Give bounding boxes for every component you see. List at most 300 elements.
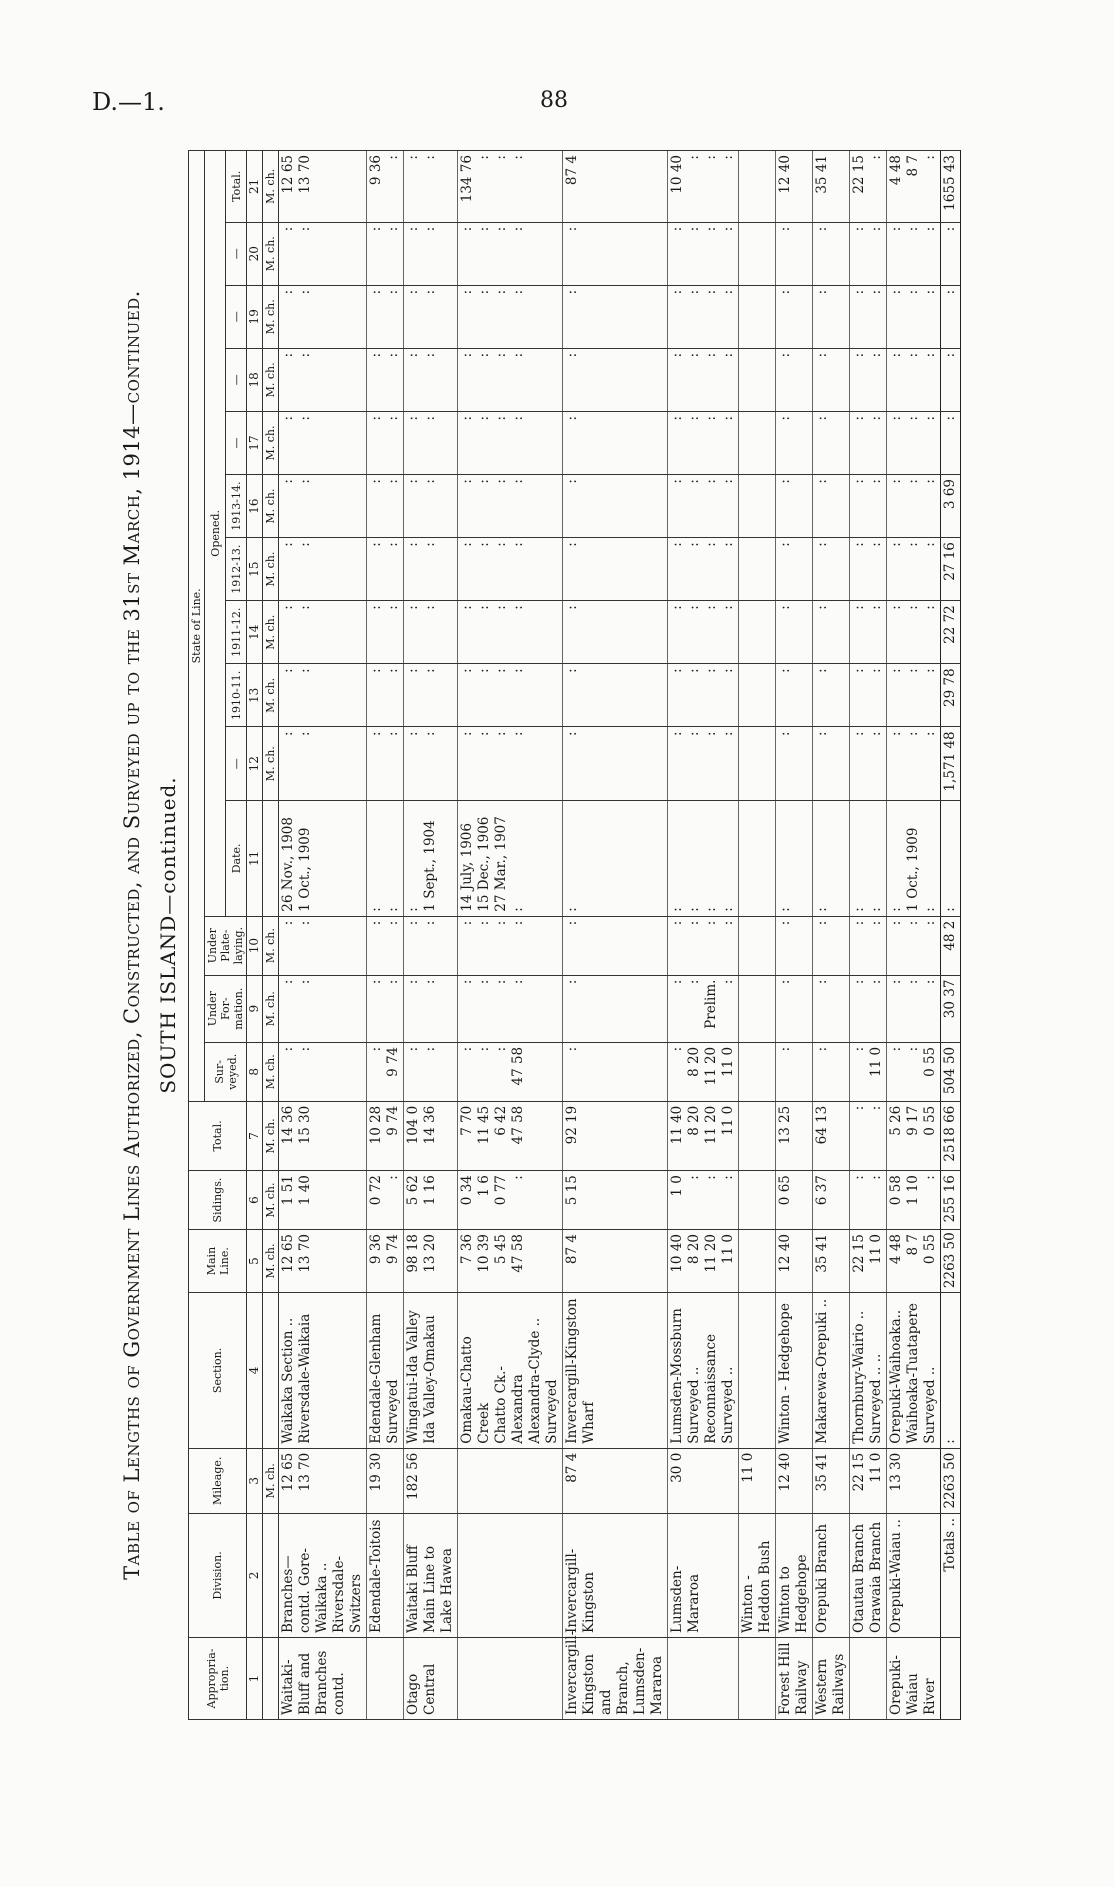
totals-row (941, 151, 961, 1720)
totals-section-cell: : (941, 1293, 961, 1449)
y17-cell: : : (850, 411, 887, 474)
table-row (887, 151, 941, 1720)
division-cell: Orepuki-Waiau .. (887, 1513, 941, 1637)
under-formation-cell: : : Prelim. : (668, 975, 739, 1042)
mileage-cell: 22 15 11 0 (850, 1448, 887, 1513)
y16-cell: : : : (887, 475, 941, 538)
unit-cell (263, 1637, 279, 1719)
sidings-cell: 0 65 (776, 1171, 813, 1230)
header-under-formation: Under For-mation. (205, 975, 247, 1042)
main-line-cell: 4 48 8 7 0 55 (887, 1230, 941, 1293)
under-formation-cell: : (813, 975, 850, 1042)
surveyed-cell (739, 1042, 776, 1101)
column-number: 3 (247, 1448, 263, 1513)
sidings-cell (739, 1171, 776, 1230)
unit-cell: M. ch. (263, 664, 279, 727)
y13-cell: : : : : (668, 664, 739, 727)
totals-main-line-cell: 2263 50 (941, 1230, 961, 1293)
table-subtitle: SOUTH ISLAND—continued. (156, 776, 180, 1094)
y15-cell: : : : : (458, 538, 563, 601)
under-formation-cell: : (563, 975, 668, 1042)
unit-cell: M. ch. (263, 1448, 279, 1513)
division-cell: Lumsden-Mararoa (668, 1513, 739, 1637)
under-platelaying-cell: : : (404, 916, 458, 975)
division-cell: Waitaki Bluff Main Line to Lake Hawea (404, 1513, 458, 1637)
under-platelaying-cell: : : (279, 916, 367, 975)
unit-cell (263, 1513, 279, 1637)
table-row (813, 151, 850, 1720)
y14-cell: : : (404, 601, 458, 664)
y19-cell: : (563, 285, 668, 348)
unit-cell: M. ch. (263, 538, 279, 601)
column-number: 1 (247, 1637, 263, 1719)
y13-cell: : (563, 664, 668, 727)
appropriation-cell: Otago Central (404, 1637, 458, 1719)
surveyed-cell: : 8 20 11 20 11 0 (668, 1042, 739, 1101)
header-year: — (226, 285, 247, 348)
totals-y17-cell: : (941, 411, 961, 474)
surveyed-cell: : (563, 1042, 668, 1101)
surveyed-cell: : (776, 1042, 813, 1101)
header-open-total: Total. (226, 151, 247, 223)
y14-cell: : : (279, 601, 367, 664)
y12-cell (739, 727, 776, 801)
date-cell: : : (367, 801, 404, 917)
y12-cell: : : : (887, 727, 941, 801)
y19-cell (739, 285, 776, 348)
y13-cell: : : (279, 664, 367, 727)
y17-cell: : : (404, 411, 458, 474)
column-number: 5 (247, 1230, 263, 1293)
date-cell: : : : : (668, 801, 739, 917)
y12-cell: : : (850, 727, 887, 801)
y20-cell: : : (367, 222, 404, 285)
header-opened: Opened. (205, 151, 226, 917)
totals-y13-cell: 29 78 (941, 664, 961, 727)
total-cell: 11 40 8 20 11 20 11 0 (668, 1101, 739, 1170)
totals-y15-cell: 27 16 (941, 538, 961, 601)
column-number: 16 (247, 475, 263, 538)
totals-y18-cell: : (941, 348, 961, 411)
date-cell: : : (850, 801, 887, 917)
section-cell: Wingatui-Ida Valley Ida Valley-Omakau (404, 1293, 458, 1449)
table-row (850, 151, 887, 1720)
y15-cell: : (813, 538, 850, 601)
y19-cell: : : : : (458, 285, 563, 348)
y15-cell: : (563, 538, 668, 601)
y12-cell: : (813, 727, 850, 801)
sidings-cell: : : (850, 1171, 887, 1230)
y19-cell: : : (850, 285, 887, 348)
totals-date-cell: : (941, 801, 961, 917)
section-cell: Edendale-Glenham Surveyed (367, 1293, 404, 1449)
under-platelaying-cell: : : : : (458, 916, 563, 975)
sidings-cell: 0 34 1 6 0 77 : (458, 1171, 563, 1230)
open-total-cell: 87 4 (563, 151, 668, 223)
main-line-cell: 87 4 (563, 1230, 668, 1293)
header-section: Section. (189, 1293, 247, 1449)
appropriation-cell (739, 1637, 776, 1719)
date-cell: : (813, 801, 850, 917)
under-platelaying-cell: : : (367, 916, 404, 975)
y20-cell: : : : : (458, 222, 563, 285)
open-total-cell: : : (404, 151, 458, 223)
y15-cell: : : : : (668, 538, 739, 601)
date-cell: : 1 Oct., 1909 : (887, 801, 941, 917)
y13-cell: : : : (887, 664, 941, 727)
open-total-cell: 9 36 : (367, 151, 404, 223)
unit-cell: M. ch. (263, 916, 279, 975)
header-total: Total. (189, 1101, 247, 1170)
y13-cell: : : (850, 664, 887, 727)
y16-cell: : : : : (668, 475, 739, 538)
total-cell: 92 19 (563, 1101, 668, 1170)
table-row (668, 151, 739, 1720)
under-platelaying-cell: : : : (887, 916, 941, 975)
under-formation-cell: : : : : (458, 975, 563, 1042)
y18-cell: : : (279, 348, 367, 411)
y16-cell: : : : : (458, 475, 563, 538)
under-platelaying-cell: : (776, 916, 813, 975)
surveyed-cell: : : : 47 58 (458, 1042, 563, 1101)
under-formation-cell: : (776, 975, 813, 1042)
division-cell: Edendale-Toitois (367, 1513, 404, 1637)
y12-cell: : : (367, 727, 404, 801)
open-total-cell: 10 40 : : : (668, 151, 739, 223)
header-division: Division. (189, 1513, 247, 1637)
open-total-cell (739, 151, 776, 223)
y18-cell: : (776, 348, 813, 411)
y15-cell: : : (367, 538, 404, 601)
y20-cell: : : (850, 222, 887, 285)
y13-cell: : (813, 664, 850, 727)
table-title: Table of Lengths of Government Lines Authorized, Constructed, and Surveyed up to the 31st March, 1914—continued. (120, 290, 144, 1580)
header-year: — (226, 411, 247, 474)
total-cell: : : (850, 1101, 887, 1170)
mileage-cell: 11 0 (739, 1448, 776, 1513)
y17-cell: : (776, 411, 813, 474)
main-line-cell: 98 18 13 20 (404, 1230, 458, 1293)
totals-y14-cell: 22 72 (941, 601, 961, 664)
header-year: 1912-13. (226, 538, 247, 601)
mileage-cell: 30 0 (668, 1448, 739, 1513)
division-cell: Invercargill-Kingston (563, 1513, 668, 1637)
totals-open-total-cell: 1655 43 (941, 151, 961, 223)
division-cell (458, 1513, 563, 1637)
y16-cell (739, 475, 776, 538)
y19-cell: : : : (887, 285, 941, 348)
document-reference: D.—1. (92, 88, 165, 116)
y13-cell (739, 664, 776, 727)
main-line-cell: 9 36 9 74 (367, 1230, 404, 1293)
appropriation-cell: Invercargill-Kingston and Branch, Lumsden-Mararoa (563, 1637, 668, 1719)
column-number: 10 (247, 916, 263, 975)
date-cell: : (563, 801, 668, 917)
y15-cell (739, 538, 776, 601)
sidings-cell: 6 37 (813, 1171, 850, 1230)
under-platelaying-cell: : : (850, 916, 887, 975)
header-year: 1910-11. (226, 664, 247, 727)
surveyed-cell: : 9 74 (367, 1042, 404, 1101)
column-number: 18 (247, 348, 263, 411)
header-year: — (226, 222, 247, 285)
y12-cell: : : : : (458, 727, 563, 801)
y12-cell: : : (404, 727, 458, 801)
y18-cell: : (813, 348, 850, 411)
y18-cell: : : (850, 348, 887, 411)
y17-cell: : : : : (668, 411, 739, 474)
mileage-cell: 87 4 (563, 1448, 668, 1513)
column-number: 8 (247, 1042, 263, 1101)
y18-cell: : : (367, 348, 404, 411)
column-number: 7 (247, 1101, 263, 1170)
y18-cell: : (563, 348, 668, 411)
y19-cell: : (776, 285, 813, 348)
open-total-cell: 4 48 8 7 : (887, 151, 941, 223)
column-number: 12 (247, 727, 263, 801)
section-cell: Invercargill-Kingston Wharf (563, 1293, 668, 1449)
unit-cell: M. ch. (263, 1171, 279, 1230)
section-cell: Omakau-Chatto Creek Chatto Ck.-Alexandra Alexandra-Clyde .. Surveyed (458, 1293, 563, 1449)
y13-cell: : : (367, 664, 404, 727)
y20-cell: : (563, 222, 668, 285)
y12-cell: : (776, 727, 813, 801)
section-cell: Lumsden-Mossburn Surveyed .. Reconnaissance Surveyed .. (668, 1293, 739, 1449)
open-total-cell: 12 65 13 70 (279, 151, 367, 223)
under-formation-cell: : : : (887, 975, 941, 1042)
table-row (367, 151, 404, 1720)
table-body (279, 151, 961, 1720)
totals-under-platelaying-cell: 48 2 (941, 916, 961, 975)
y19-cell: : : (404, 285, 458, 348)
totals-surveyed-cell: 504 50 (941, 1042, 961, 1101)
column-number: 14 (247, 601, 263, 664)
section-cell: Winton - Hedgehope (776, 1293, 813, 1449)
sidings-cell: 5 15 (563, 1171, 668, 1230)
header-surveyed: Sur-veyed. (205, 1042, 247, 1101)
section-cell: Waikaka Section .. Riversdale-Waikaia (279, 1293, 367, 1449)
under-platelaying-cell: : (813, 916, 850, 975)
under-formation-cell: : : (404, 975, 458, 1042)
y18-cell: : : : (887, 348, 941, 411)
header-main-line: Main Line. (189, 1230, 247, 1293)
totals-spacer-cell (941, 1637, 961, 1719)
y14-cell (739, 601, 776, 664)
totals-y19-cell: : (941, 285, 961, 348)
mileage-cell: 19 30 (367, 1448, 404, 1513)
totals-y12-cell: 1,571 48 (941, 727, 961, 801)
division-cell: Otautau Branch Orawaia Branch (850, 1513, 887, 1637)
y12-cell: : : : : (668, 727, 739, 801)
total-cell: 7 70 11 45 6 42 47 58 (458, 1101, 563, 1170)
appropriation-cell (850, 1637, 887, 1719)
y17-cell: : (813, 411, 850, 474)
date-cell: : (776, 801, 813, 917)
unit-cell (263, 801, 279, 917)
division-cell: Orepuki Branch (813, 1513, 850, 1637)
y20-cell (739, 222, 776, 285)
header-under-platelaying: Under Plate-laying. (205, 916, 247, 975)
sidings-cell: 0 58 1 10 : (887, 1171, 941, 1230)
unit-cell: M. ch. (263, 348, 279, 411)
open-total-cell: 35 41 (813, 151, 850, 223)
unit-cell: M. ch. (263, 475, 279, 538)
y17-cell: : : : : (458, 411, 563, 474)
under-formation-cell: : : (367, 975, 404, 1042)
column-number: 6 (247, 1171, 263, 1230)
column-number: 4 (247, 1293, 263, 1449)
y16-cell: : (813, 475, 850, 538)
y12-cell: : : (279, 727, 367, 801)
under-platelaying-cell: : : : : (668, 916, 739, 975)
unit-cell: M. ch. (263, 975, 279, 1042)
y19-cell: : : (367, 285, 404, 348)
division-cell: Branches—contd. Gore-Waikaka .. Riversdale-Switzers (279, 1513, 367, 1637)
y16-cell: : : (850, 475, 887, 538)
y18-cell: : : : : (668, 348, 739, 411)
section-cell: Orepuki-Waihoaka.. Waihoaka-Tuatapere Surveyed .. (887, 1293, 941, 1449)
mileage-cell: 12 65 13 70 (279, 1448, 367, 1513)
y16-cell: : : (367, 475, 404, 538)
main-line-cell: 12 40 (776, 1230, 813, 1293)
unit-cell: M. ch. (263, 727, 279, 801)
table-row (739, 151, 776, 1720)
header-year: 1911-12. (226, 601, 247, 664)
appropriation-cell (668, 1637, 739, 1719)
under-platelaying-cell (739, 916, 776, 975)
y15-cell: : : (850, 538, 887, 601)
y15-cell: : : : (887, 538, 941, 601)
appropriation-cell: Orepuki-Waiau River (887, 1637, 941, 1719)
total-cell: 104 0 14 36 (404, 1101, 458, 1170)
table-row (776, 151, 813, 1720)
appropriation-cell: Waitaki-Bluff and Branches contd. (279, 1637, 367, 1719)
unit-cell: M. ch. (263, 285, 279, 348)
unit-row (263, 151, 279, 1720)
y20-cell: : : : : (668, 222, 739, 285)
y16-cell: : : (279, 475, 367, 538)
header-mileage: Mileage. (189, 1448, 247, 1513)
appropriation-cell (367, 1637, 404, 1719)
header-year: — (226, 348, 247, 411)
appropriation-cell: Western Railways (813, 1637, 850, 1719)
column-number: 9 (247, 975, 263, 1042)
date-cell (739, 801, 776, 917)
y16-cell: : (563, 475, 668, 538)
y17-cell: : : (279, 411, 367, 474)
table-row (404, 151, 458, 1720)
y15-cell: : : (279, 538, 367, 601)
y17-cell: : : : (887, 411, 941, 474)
mileage-cell: 12 40 (776, 1448, 813, 1513)
y14-cell: : : : : (458, 601, 563, 664)
total-cell: 64 13 (813, 1101, 850, 1170)
y18-cell: : : : : (458, 348, 563, 411)
y19-cell: : (813, 285, 850, 348)
section-cell: Thornbury-Wairio .. Surveyed .. .. (850, 1293, 887, 1449)
y15-cell: : : (404, 538, 458, 601)
column-number: 15 (247, 538, 263, 601)
surveyed-cell: : : (404, 1042, 458, 1101)
y19-cell: : : : : (668, 285, 739, 348)
table-row (279, 151, 367, 1720)
y20-cell: : : : (887, 222, 941, 285)
table-row (563, 151, 668, 1720)
y16-cell: : (776, 475, 813, 538)
main-line-cell (739, 1230, 776, 1293)
header-appropriation: Appropria-tion. (189, 1637, 247, 1719)
mileage-cell: 182 56 (404, 1448, 458, 1513)
surveyed-cell: : : 0 55 (887, 1042, 941, 1101)
unit-cell (263, 1293, 279, 1449)
totals-sidings-cell: 255 16 (941, 1171, 961, 1230)
date-cell: 26 Nov., 1908 1 Oct., 1909 (279, 801, 367, 917)
under-formation-cell (739, 975, 776, 1042)
total-cell: 14 36 15 30 (279, 1101, 367, 1170)
unit-cell: M. ch. (263, 411, 279, 474)
total-cell: 5 26 9 17 0 55 (887, 1101, 941, 1170)
under-formation-cell: : : (850, 975, 887, 1042)
y14-cell: : (563, 601, 668, 664)
header-year: — (226, 727, 247, 801)
date-cell: : 1 Sept., 1904 (404, 801, 458, 917)
y20-cell: : (813, 222, 850, 285)
y13-cell: : (776, 664, 813, 727)
column-number: 19 (247, 285, 263, 348)
totals-under-formation-cell: 30 37 (941, 975, 961, 1042)
total-cell: 13 25 (776, 1101, 813, 1170)
totals-y16-cell: 3 69 (941, 475, 961, 538)
y14-cell: : (813, 601, 850, 664)
y14-cell: : : : : (668, 601, 739, 664)
column-number: 13 (247, 664, 263, 727)
section-cell: Makarewa-Orepuki .. (813, 1293, 850, 1449)
column-number: 21 (247, 151, 263, 223)
main-line-cell: 12 65 13 70 (279, 1230, 367, 1293)
date-cell: 14 July, 1906 15 Dec., 1906 27 Mar., 1907 : (458, 801, 563, 917)
main-line-cell: 10 40 8 20 11 20 11 0 (668, 1230, 739, 1293)
column-number: 2 (247, 1513, 263, 1637)
y14-cell: : : (850, 601, 887, 664)
unit-cell: M. ch. (263, 151, 279, 223)
y18-cell: : : (404, 348, 458, 411)
column-number-row (247, 151, 263, 1720)
totals-total-cell: 2518 66 (941, 1101, 961, 1170)
y19-cell: : : (279, 285, 367, 348)
mileage-cell: 35 41 (813, 1448, 850, 1513)
main-line-cell: 35 41 (813, 1230, 850, 1293)
main-line-cell: 7 36 10 39 5 45 47 58 (458, 1230, 563, 1293)
y17-cell (739, 411, 776, 474)
y13-cell: : : : : (458, 664, 563, 727)
header-year: 1913-14. (226, 475, 247, 538)
under-platelaying-cell: : (563, 916, 668, 975)
surveyed-cell: : : (279, 1042, 367, 1101)
y20-cell: : : (404, 222, 458, 285)
division-cell: Winton - Heddon Bush (739, 1513, 776, 1637)
totals-label-cell: Totals .. (941, 1513, 961, 1637)
y15-cell: : (776, 538, 813, 601)
main-line-cell: 22 15 11 0 (850, 1230, 887, 1293)
open-total-cell: 12 40 (776, 151, 813, 223)
rotated-page-content (120, 130, 958, 1740)
sidings-cell: 5 62 1 16 (404, 1171, 458, 1230)
open-total-cell: 22 15 : (850, 151, 887, 223)
y14-cell: : : : (887, 601, 941, 664)
open-total-cell: 134 76 : : : (458, 151, 563, 223)
page-number: 88 (540, 88, 568, 113)
totals-y20-cell: : (941, 222, 961, 285)
